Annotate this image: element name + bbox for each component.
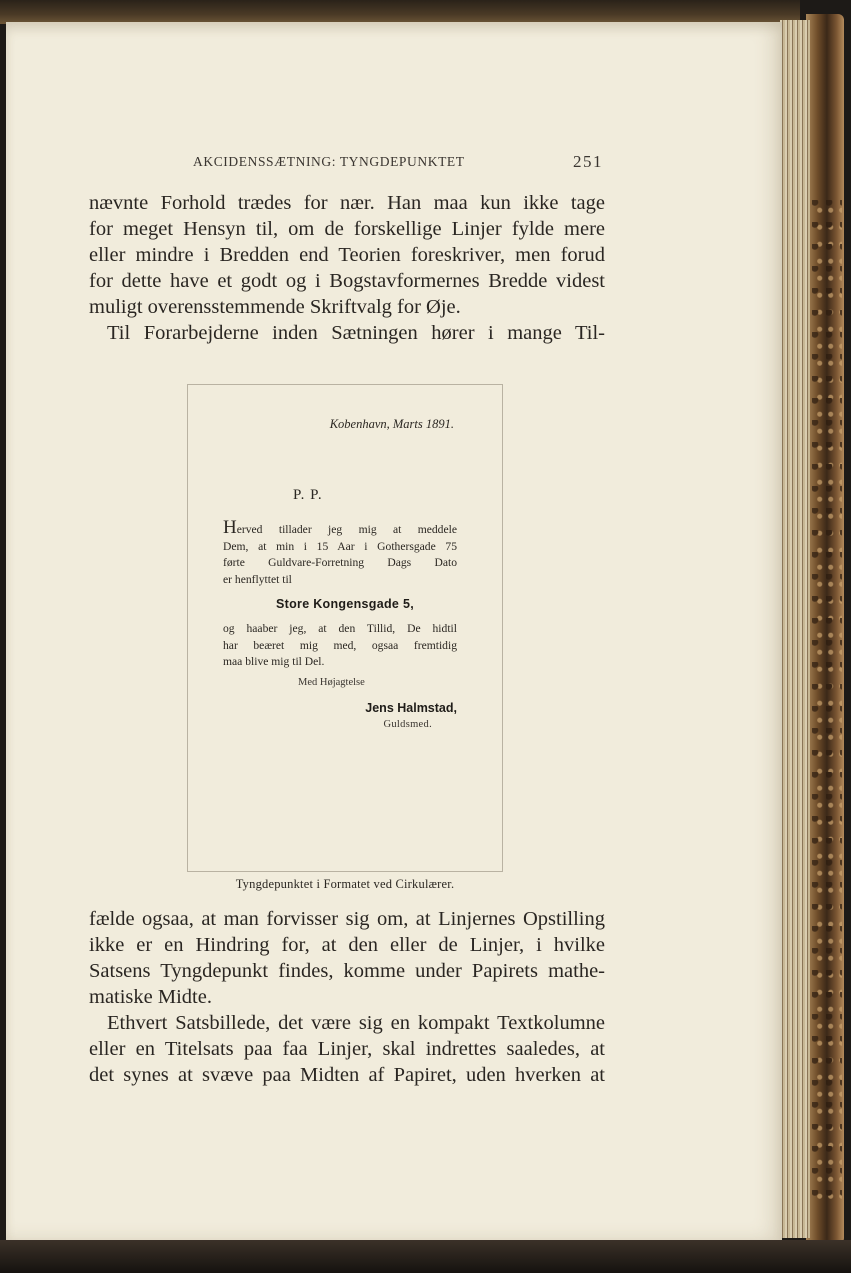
- text-line: Satsens Tyngdepunkt findes, komme under Papirets mathe-: [89, 960, 605, 982]
- circular-paragraph-1: [223, 517, 457, 588]
- running-header: [193, 130, 603, 171]
- text-line: ikke er en Hindring for, at den eller de Linjer, i hvilke: [89, 934, 605, 956]
- body-text-top: [89, 190, 605, 346]
- text-line: det synes at svæve paa Midten af Papiret, uden hverken at: [89, 1064, 605, 1086]
- circular-line: maa blive mig til Del.: [223, 655, 325, 668]
- circular-line: har beæret mig med, ogsaa fremtidig: [223, 638, 457, 652]
- text-line: nævnte Forhold trædes for nær. Han maa kun ikke tage: [89, 192, 605, 214]
- cover-texture: [812, 200, 842, 1200]
- circular-line: førte Guldvare-Forretning Dags Dato: [223, 556, 457, 569]
- book-bottom-edge: [0, 1240, 851, 1273]
- page-edges: [780, 20, 810, 1238]
- circular-line: er henflyttet til: [223, 572, 292, 586]
- figure-caption: Tyngdepunktet i Formatet ved Cirkulærer.: [235, 877, 455, 891]
- circular-signature-title: Guldsmed.: [383, 719, 432, 730]
- text-line: matiske Midte.: [89, 986, 212, 1008]
- initial-letter: H: [223, 517, 237, 538]
- circular-paragraph-2: [223, 621, 457, 671]
- running-title: AKCIDENSSÆTNING: TYNGDEPUNKTET: [193, 154, 465, 169]
- text-line: fælde ogsaa, at man forvisser sig om, at Linjernes Opstilling: [89, 908, 605, 930]
- body-text-bottom: [89, 906, 605, 1088]
- circular-date: Kobenhavn, Marts 1891.: [329, 417, 454, 431]
- book-top-edge: [0, 0, 800, 24]
- circular-greeting: Med Højagtelse: [298, 677, 365, 688]
- text-line: Til Forarbejderne inden Sætningen hører i mange Til-: [107, 322, 605, 344]
- text-line: for dette have et godt og i Bogstavformernes Bredde videst: [89, 270, 605, 292]
- circular-address: Store Kongensgade 5,: [276, 597, 414, 611]
- circular-line: Dem, at min i 15 Aar i Gothersgade 75: [223, 539, 457, 553]
- text-line: for meget Hensyn til, om de forskellige Linjer fylde mere: [89, 218, 605, 240]
- text-line: eller mindre i Bredden end Teorien foreskriver, men forud: [89, 244, 605, 266]
- circular-signature: Jens Halmstad,: [365, 701, 457, 715]
- circular-figure: [187, 384, 503, 872]
- circular-salutation: P. P.: [293, 487, 323, 503]
- page-number: 251: [573, 152, 603, 171]
- circular-line: og haaber jeg, at den Tillid, De hidtil: [223, 622, 457, 635]
- text-line: muligt overensstemmende Skriftvalg for Øje.: [89, 296, 461, 318]
- text-line: eller en Titelsats paa faa Linjer, skal indrettes saaledes, at: [89, 1038, 605, 1060]
- circular-line: erved tillader jeg mig at meddele: [236, 523, 457, 536]
- text-line: Ethvert Satsbillede, det være sig en kompakt Textkolumne: [107, 1012, 605, 1034]
